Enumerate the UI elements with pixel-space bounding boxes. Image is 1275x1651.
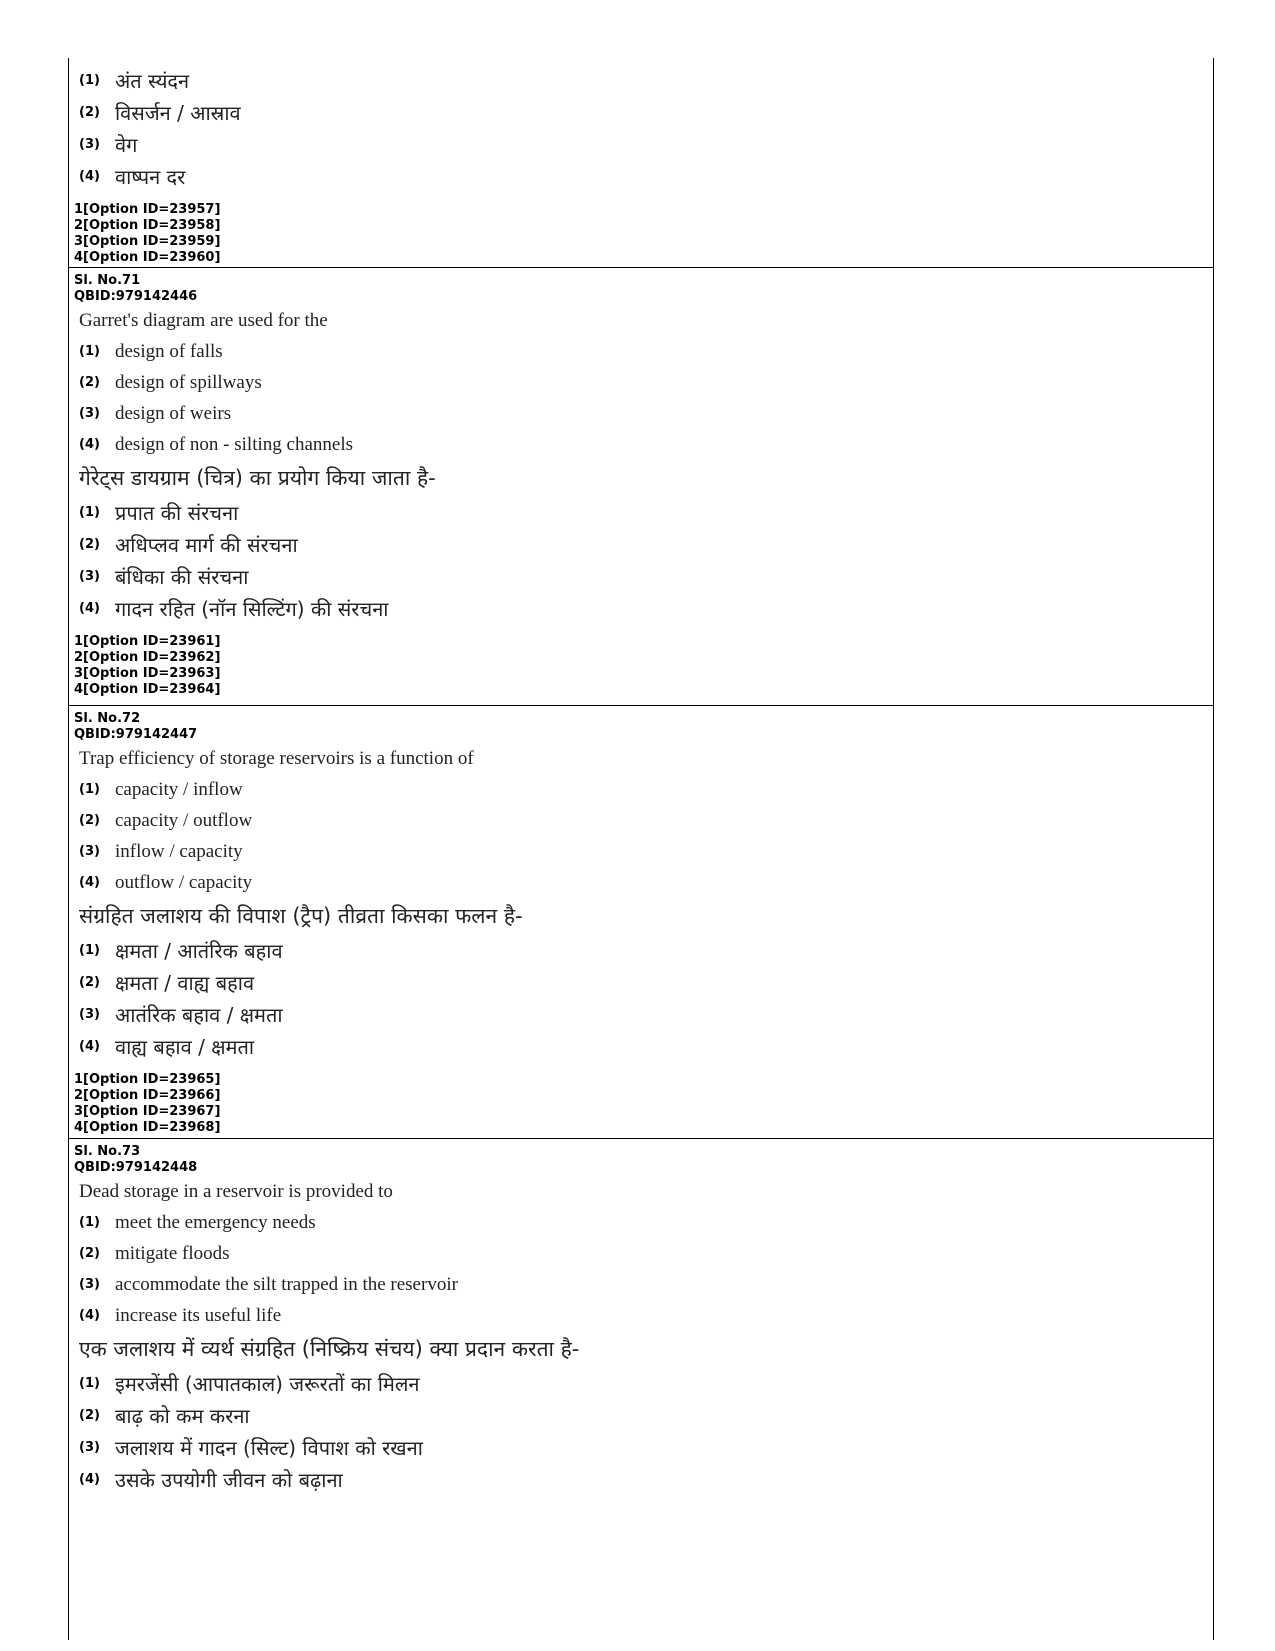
option-id: 1[Option ID=23957]	[74, 202, 221, 217]
question-text-hi: गेरेट्स डायग्राम (चित्र) का प्रयोग किया जाता है-	[79, 466, 436, 490]
option-hi-4	[74, 1463, 1213, 1495]
option-ids	[74, 634, 1213, 698]
option-hi-1	[74, 934, 1213, 966]
option-number: (4)	[79, 437, 100, 452]
option-id: 1[Option ID=23965]	[74, 1072, 221, 1087]
option-id: 2[Option ID=23966]	[74, 1088, 221, 1103]
option-id: 1[Option ID=23961]	[74, 634, 221, 649]
option-number: (1)	[79, 1215, 100, 1230]
option-number: (1)	[79, 504, 100, 520]
option-number: (1)	[79, 344, 100, 359]
option-text: design of weirs	[115, 402, 232, 424]
option-en-4	[74, 867, 1213, 898]
question-block-72	[69, 706, 1213, 1139]
option-hi-3	[74, 560, 1213, 592]
question-text-en: Trap efficiency of storage reservoirs is a function of	[79, 748, 474, 769]
question-block-73	[69, 1139, 1213, 1495]
option-number: (3)	[79, 1006, 100, 1022]
question-block-71	[69, 268, 1213, 706]
option-text: बाढ़ को कम करना	[115, 1403, 250, 1428]
option-id: 4[Option ID=23964]	[74, 682, 221, 697]
option-en-1	[74, 336, 1213, 367]
option-number: (4)	[79, 1471, 100, 1487]
option-text: आतंरिक बहाव / क्षमता	[115, 1002, 283, 1027]
option-text: इमरजेंसी (आपातकाल) जरूरतों का मिलन	[115, 1371, 420, 1396]
option-text: capacity / inflow	[115, 778, 243, 800]
option-text: क्षमता / आतंरिक बहाव	[115, 938, 283, 963]
option-number: (4)	[79, 1308, 100, 1323]
option-id: 4[Option ID=23960]	[74, 250, 221, 265]
option-en-4	[74, 429, 1213, 460]
question-text-en: Dead storage in a reservoir is provided to	[79, 1181, 393, 1202]
option-en-1	[74, 1207, 1213, 1238]
option-number: (2)	[79, 1407, 100, 1423]
option-hi-2	[74, 96, 1213, 128]
option-number: (4)	[79, 168, 100, 184]
option-id: 2[Option ID=23962]	[74, 650, 221, 665]
option-ids	[74, 1072, 1213, 1136]
option-text: outflow / capacity	[115, 871, 253, 893]
option-number: (4)	[79, 1038, 100, 1054]
option-number: (3)	[79, 1277, 100, 1292]
option-id: 3[Option ID=23959]	[74, 234, 221, 249]
option-text: design of spillways	[115, 371, 262, 393]
qbid: QBID:979142446	[74, 289, 198, 304]
option-number: (3)	[79, 844, 100, 859]
serial-number: Sl. No.73	[74, 1144, 141, 1159]
option-text: capacity / outflow	[115, 809, 253, 831]
question-block-70-continued	[69, 58, 1213, 268]
option-number: (2)	[79, 536, 100, 552]
option-en-4	[74, 1300, 1213, 1331]
option-text: वाष्पन दर	[115, 164, 186, 189]
option-hi-3	[74, 998, 1213, 1030]
option-en-2	[74, 805, 1213, 836]
option-number: (1)	[79, 72, 100, 88]
option-number: (2)	[79, 375, 100, 390]
option-hi-4	[74, 592, 1213, 624]
option-text: mitigate floods	[115, 1242, 230, 1264]
option-hi-2	[74, 1399, 1213, 1431]
option-en-3	[74, 1269, 1213, 1300]
option-text: accommodate the silt trapped in the reservoir	[115, 1273, 458, 1295]
question-text-hi: संग्रहित जलाशय की विपाश (ट्रैप) तीव्रता किसका फलन है-	[79, 904, 523, 928]
serial-number: Sl. No.72	[74, 711, 141, 726]
option-text: वेग	[115, 132, 138, 157]
option-text: उसके उपयोगी जीवन को बढ़ाना	[115, 1467, 343, 1492]
option-hi-1	[74, 496, 1213, 528]
option-text: विसर्जन / आस्राव	[115, 100, 241, 125]
option-hi-1	[74, 1367, 1213, 1399]
option-ids	[74, 202, 1213, 266]
option-text: अंत स्यंदन	[115, 68, 190, 93]
option-number: (4)	[79, 600, 100, 616]
option-text: प्रपात की संरचना	[115, 500, 239, 525]
option-text: design of non - silting channels	[115, 433, 353, 455]
option-text: वाह्य बहाव / क्षमता	[115, 1034, 255, 1059]
option-id: 4[Option ID=23968]	[74, 1120, 221, 1135]
option-number: (3)	[79, 406, 100, 421]
option-number: (3)	[79, 136, 100, 152]
option-number: (2)	[79, 813, 100, 828]
option-hi-4	[74, 160, 1213, 192]
option-text: गादन रहित (नॉन सिल्टिंग) की संरचना	[115, 596, 389, 621]
option-number: (1)	[79, 782, 100, 797]
option-id: 2[Option ID=23958]	[74, 218, 221, 233]
option-number: (2)	[79, 1246, 100, 1261]
question-text-en: Garret's diagram are used for the	[79, 310, 328, 331]
option-hi-1	[74, 64, 1213, 96]
option-hi-2	[74, 528, 1213, 560]
option-number: (3)	[79, 568, 100, 584]
option-en-2	[74, 367, 1213, 398]
question-paper-frame	[68, 58, 1214, 1640]
option-id: 3[Option ID=23963]	[74, 666, 221, 681]
option-text: अधिप्लव मार्ग की संरचना	[115, 532, 298, 557]
option-text: inflow / capacity	[115, 840, 243, 862]
option-hi-3	[74, 1431, 1213, 1463]
option-number: (1)	[79, 942, 100, 958]
option-text: design of falls	[115, 340, 223, 362]
option-text: बंधिका की संरचना	[115, 564, 249, 589]
option-text: meet the emergency needs	[115, 1211, 316, 1233]
option-number: (4)	[79, 875, 100, 890]
option-id: 3[Option ID=23967]	[74, 1104, 221, 1119]
option-hi-2	[74, 966, 1213, 998]
option-text: क्षमता / वाह्य बहाव	[115, 970, 255, 995]
option-text: increase its useful life	[115, 1304, 282, 1326]
option-number: (3)	[79, 1439, 100, 1455]
option-en-2	[74, 1238, 1213, 1269]
option-en-3	[74, 836, 1213, 867]
option-hi-4	[74, 1030, 1213, 1062]
qbid: QBID:979142448	[74, 1160, 198, 1175]
option-number: (2)	[79, 104, 100, 120]
option-en-1	[74, 774, 1213, 805]
option-number: (2)	[79, 974, 100, 990]
qbid: QBID:979142447	[74, 727, 198, 742]
serial-number: Sl. No.71	[74, 273, 141, 288]
option-text: जलाशय में गादन (सिल्ट) विपाश को रखना	[115, 1435, 423, 1460]
option-hi-3	[74, 128, 1213, 160]
question-text-hi: एक जलाशय में व्यर्थ संग्रहित (निष्क्रिय संचय) क्या प्रदान करता है-	[79, 1337, 580, 1361]
option-number: (1)	[79, 1375, 100, 1391]
option-en-3	[74, 398, 1213, 429]
